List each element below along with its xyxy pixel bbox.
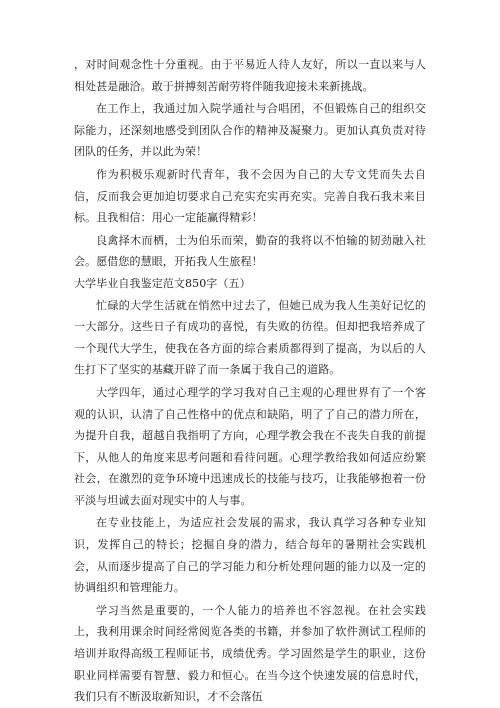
paragraph-psychology: 大学四年，通过心理学的学习我对自己主观的心理世界有了一个客观的认识，认清了自己性格中的优点和缺陷，明了了自己的潜力所在，为提升自我，超越自我指明了方向，心理学教会我在不丧失自我的前提下，从他人的角度来思考问题和看待问题。心理学教给我如何适应纷繁社会，在激烈的竞争环境中迅速成长的技能与技巧，让我能够抱着一份平淡与坦诚去面对现实中的人与事。 bbox=[74, 385, 426, 507]
paragraph-skills: 在专业技能上，为适应社会发展的需求，我认真学习各种专业知识，发挥自己的特长；挖掘自身的潜力，结合每年的暑期社会实践机会，从而逐步提高了自己的学习能力和分析处理问题的能力以及一定的协调组织和管理能力。 bbox=[74, 516, 426, 595]
paragraph-youth: 作为积极乐观新时代青年，我不会因为自己的大专文凭而失去自信，反而我会更加迫切要求自己充实充实再充实。完善自我石我未来目标。且我相信：用心一定能赢得精彩！ bbox=[74, 167, 426, 225]
paragraph-work: 在工作上，我通过加入院学通社与合唱团，不但锻炼自己的组织交际能力，还深刻地感受到团队合作的精神及凝聚力。更加认真负责对待团队的任务，并以此为荣！ bbox=[74, 102, 426, 159]
section-heading: 大学毕业自我鉴定范文850字（五） bbox=[74, 276, 251, 290]
paragraph-intro: 忙碌的大学生活就在悄然中过去了，但她已成为我人生美好记忆的一大部分。这些日子有成功的喜悦，有失败的彷徨。但却把我培养成了一个现代大学生，使我在各方面的综合素质都得到了提高，为以后的人生打下了坚实的基藏开辟了而一条属于我自己的道路。 bbox=[74, 298, 426, 377]
paragraph-study: 学习当然是重要的，一个人能力的培养也不容忽视。在社会实践上，我利用课余时间经常阅览各类的书籍，并参加了软件测试工程师的培训并取得高级工程师证书，成绩优秀。学习固然是学生的职业，这份职业同样需要有智慧、毅力和恒心。在当今这个快速发展的信息时代，我们只有不断汲取新知识，才不会落伍 bbox=[74, 603, 426, 704]
paragraph-continuation: ，对时间观念性十分重视。由于平易近人待人友好，所以一直以来与人相处甚是融洽。敢于拼搏刻苦耐劳将伴随我迎接未来新挑战。 bbox=[74, 58, 426, 93]
paragraph-closing: 良禽择木而栖，士为伯乐而荣，勤奋的我将以不怕输的韧劲融入社会。愿借您的慧眼，开拓我人生旅程！ bbox=[74, 233, 426, 269]
document-body bbox=[74, 54, 426, 708]
